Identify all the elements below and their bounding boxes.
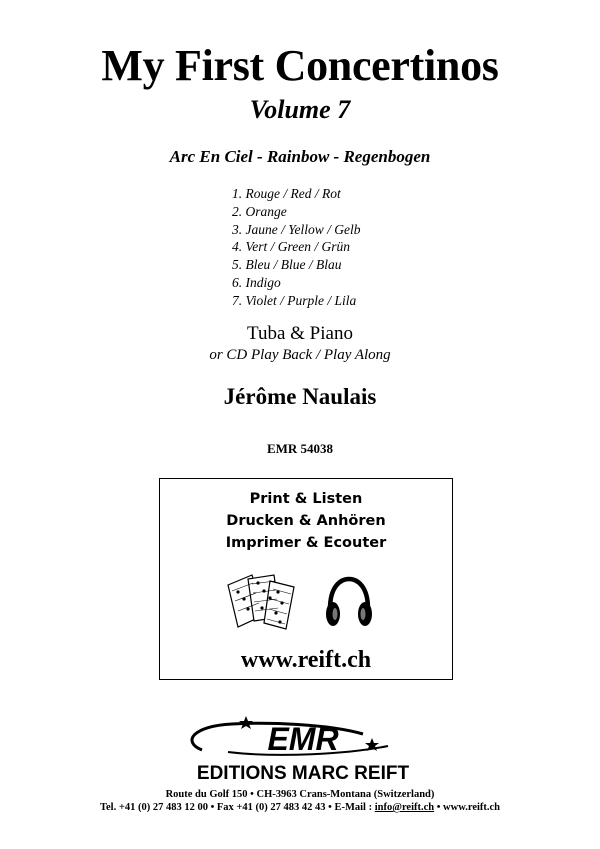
sheet-music-icon xyxy=(224,571,302,633)
contact-website: • www.reift.ch xyxy=(434,802,501,813)
website-url[interactable]: www.reift.ch xyxy=(240,647,372,673)
track-item: 2. Orange xyxy=(232,203,287,219)
promo-box xyxy=(159,478,453,680)
catalog-number: EMR 54038 xyxy=(266,441,334,456)
promo-line: Drucken & Anhören xyxy=(226,513,386,529)
track-item: 4. Vert / Green / Grün xyxy=(232,239,350,255)
instrumentation-alt: or CD Play Back / Play Along xyxy=(209,347,391,363)
publisher-address: Route du Golf 150 • CH-3963 Crans-Montana (Switzerland) xyxy=(165,789,435,800)
logo-mark: EMR xyxy=(267,721,339,757)
subtitle: Arc En Ciel - Rainbow - Regenbogen xyxy=(169,147,431,166)
promo-line: Print & Listen xyxy=(249,491,363,507)
email-link[interactable]: info@reift.ch xyxy=(374,802,435,813)
contact-phone-fax: Tel. +41 (0) 27 483 12 00 • Fax +41 (0) 27 483 42 43 • E-Mail : xyxy=(99,802,375,813)
track-item: 7. Violet / Purple / Lila xyxy=(232,292,357,308)
headphones-icon xyxy=(324,575,374,631)
track-item: 1. Rouge / Red / Rot xyxy=(232,186,341,201)
publisher-contact xyxy=(0,801,600,815)
publisher-name: EDITIONS MARC REIFT xyxy=(196,763,410,784)
volume-label: Volume 7 xyxy=(249,95,351,124)
track-item: 6. Indigo xyxy=(232,274,281,290)
publisher-logo xyxy=(158,712,448,784)
promo-line: Imprimer & Ecouter xyxy=(225,535,387,551)
track-item: 5. Bleu / Blue / Blau xyxy=(232,257,342,273)
track-item: 3. Jaune / Yellow / Gelb xyxy=(232,221,361,237)
instrumentation: Tuba & Piano xyxy=(247,323,353,344)
page-title: My First Concertinos xyxy=(101,41,499,90)
track-list xyxy=(232,185,361,310)
composer-name: Jérôme Naulais xyxy=(223,384,377,409)
